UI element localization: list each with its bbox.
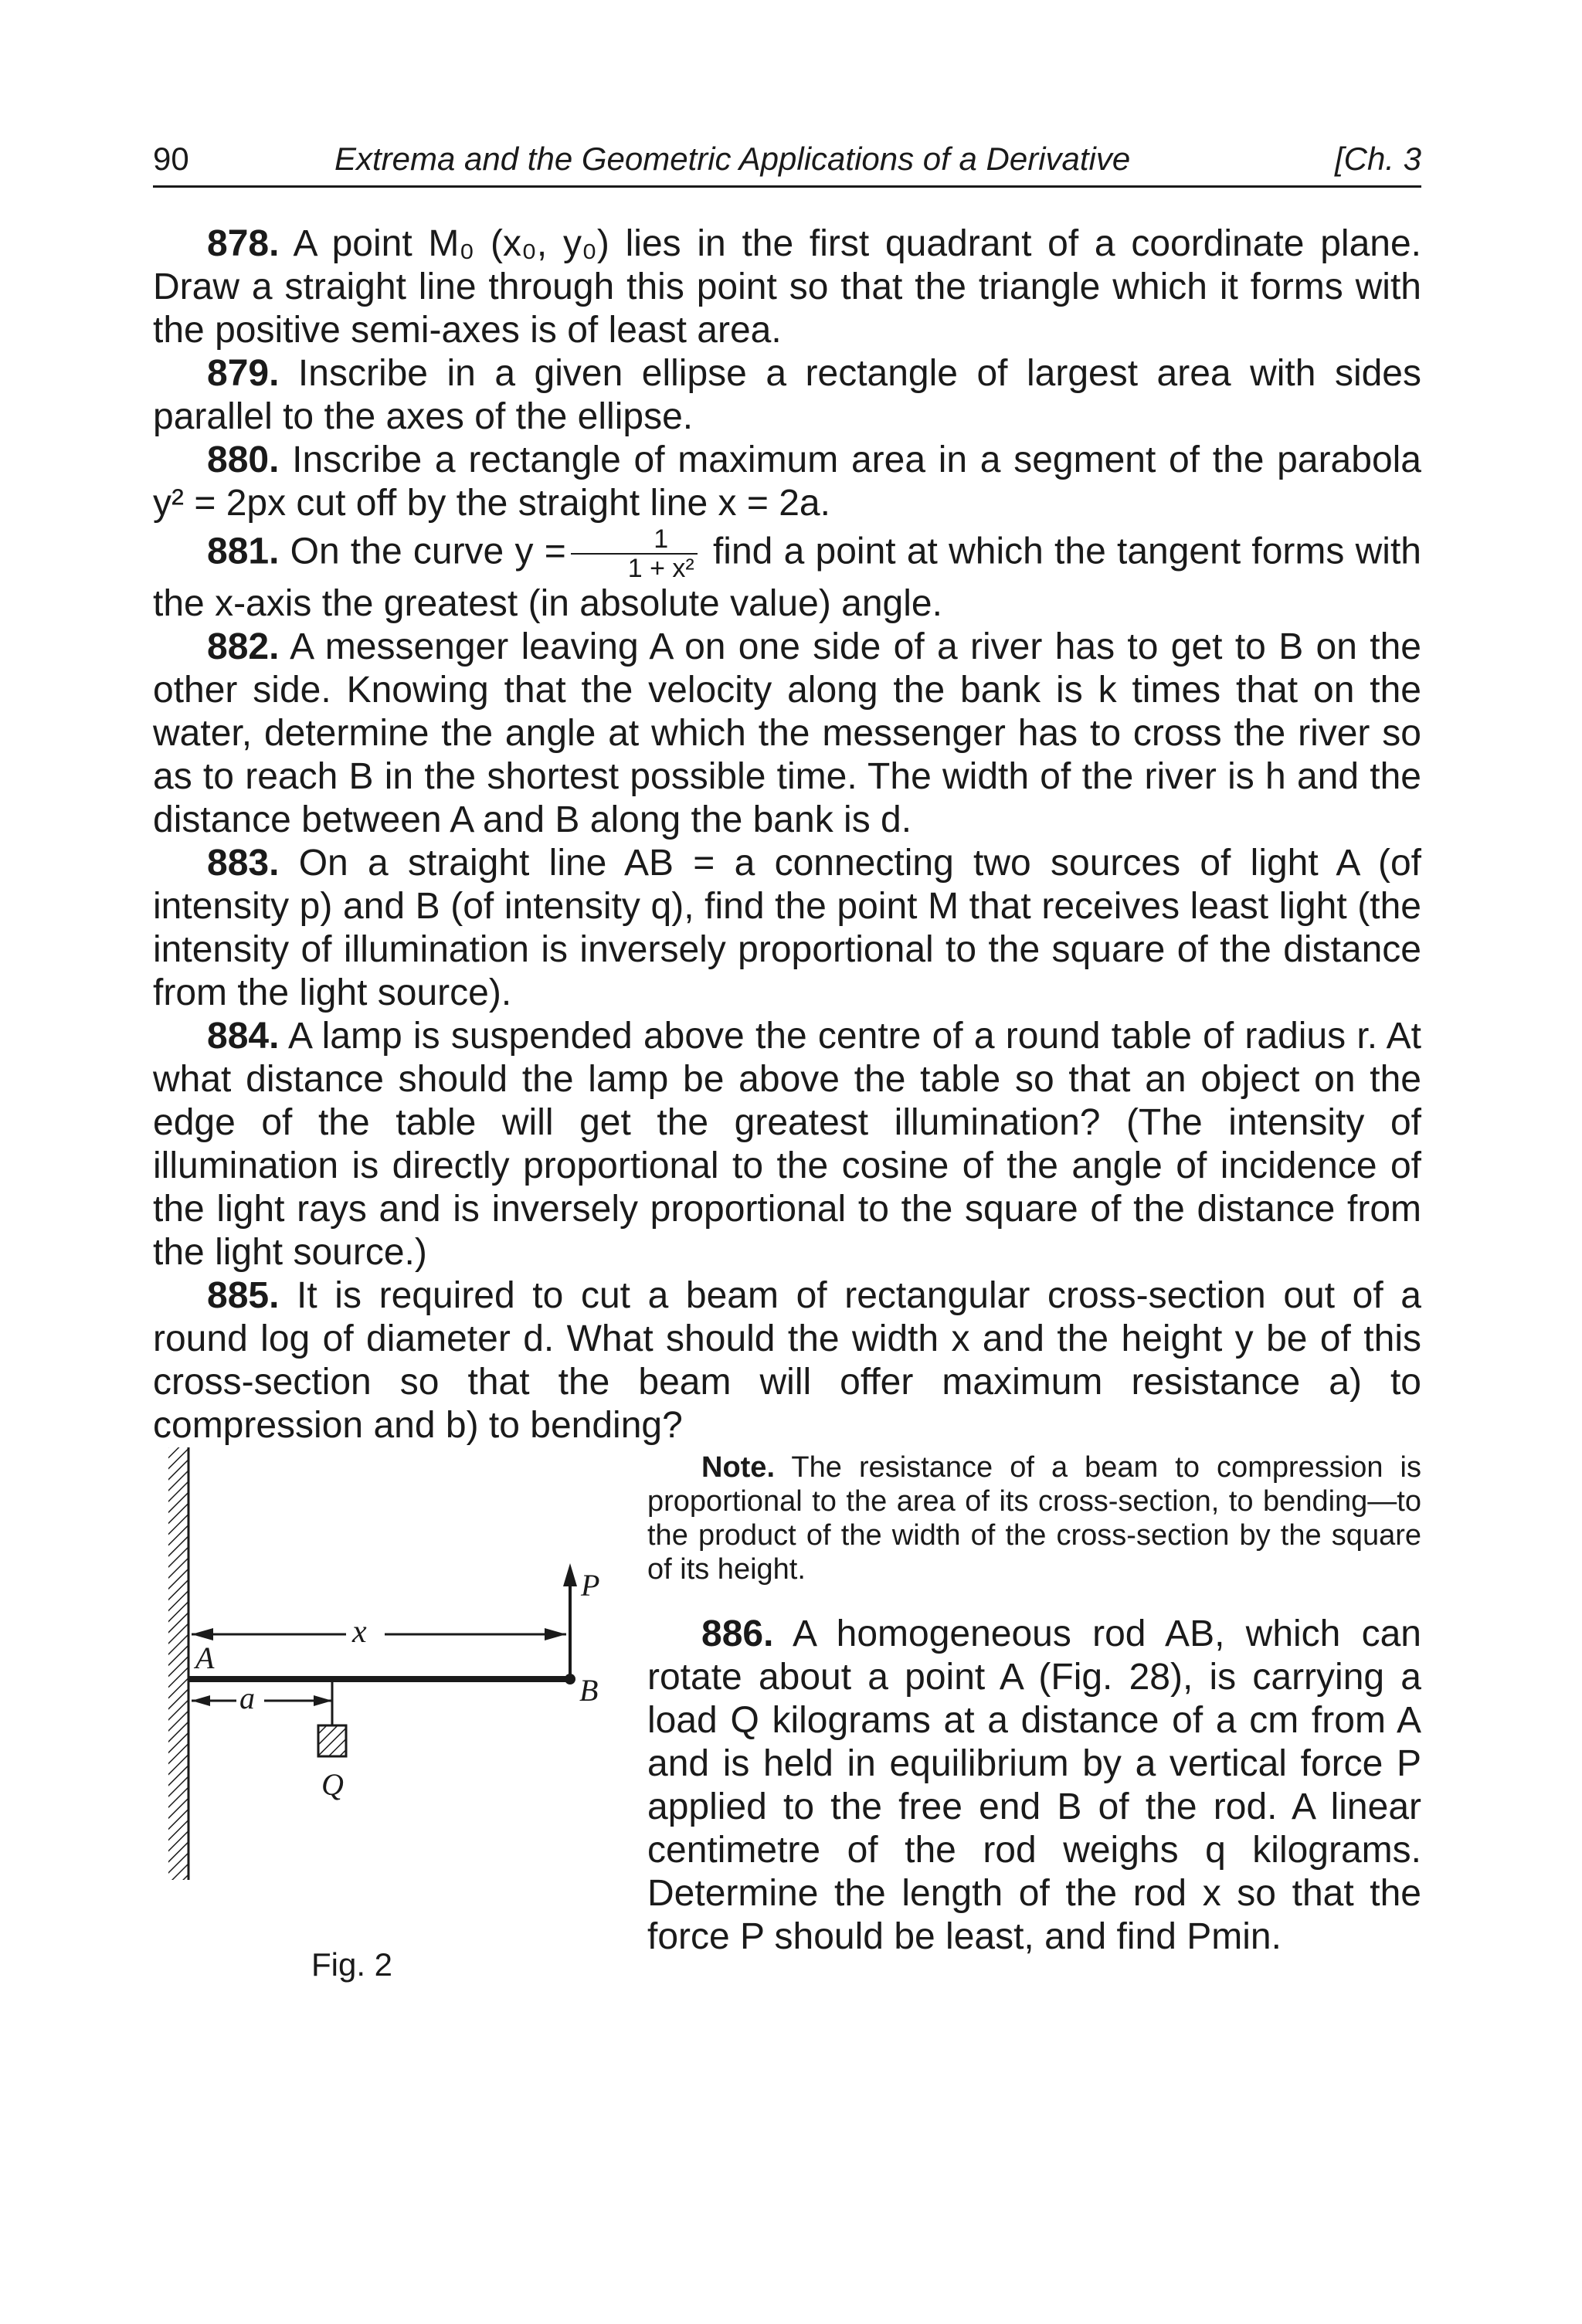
problem-number: 886. — [701, 1613, 774, 1654]
label-a: a — [239, 1681, 255, 1715]
rod-diagram-svg — [153, 1440, 624, 1980]
x-arrow-right — [545, 1628, 566, 1640]
note-label: Note. — [701, 1451, 775, 1484]
problem-text: A homogeneous rod AB, which can rotate about a point A (Fig. 28), is carrying a load Q kilograms at a distance of a cm from A and is held in equilibrium by a vertical force P applied to the free end B of the rod. A linear centimetre of the rod weighs q kilograms. Determine the length of the rod x so that the force P should be least, and find Pmin. — [647, 1613, 1421, 1957]
problem-number: 881. — [207, 531, 280, 572]
problem-880 — [153, 439, 1421, 525]
problem-text: find a point at which the tangent forms with the x-axis the greatest (in absolute value) angle. — [153, 531, 1421, 624]
problem-879 — [153, 352, 1421, 439]
problem-text: On the curve y = — [290, 531, 566, 572]
problem-number: 883. — [207, 843, 280, 884]
page-body — [153, 222, 1422, 1983]
problem-text: Inscribe in a given ellipse a rectangle of largest area with sides parallel to the axes of the ellipse. — [153, 353, 1422, 437]
fraction — [571, 525, 698, 582]
running-header — [153, 137, 1421, 184]
a-arrow-right — [314, 1695, 332, 1706]
header-rule — [153, 185, 1421, 188]
label-x: x — [352, 1614, 367, 1650]
problem-884 — [153, 1015, 1421, 1274]
problem-number: 882. — [207, 626, 280, 667]
problem-text: A lamp is suspended above the centre of a round table of radius r. At what distance should the lamp be above the table so that an object on the edge of the table will get the greatest illumination? (The intensity of illumination is directly proportional to the cosine of the angle of incidence of the light rays and is inversely proportional to the square of the distance from the light source.) — [153, 1016, 1422, 1273]
label-A: A — [195, 1640, 215, 1675]
wall-hatching — [168, 1447, 188, 1880]
force-P-arrow — [563, 1563, 577, 1586]
page-number: 90 — [153, 141, 189, 177]
problem-883 — [153, 842, 1421, 1015]
fraction-numerator: 1 — [571, 525, 698, 555]
problem-878 — [153, 222, 1421, 352]
figure-wrap-region — [153, 1274, 1421, 1983]
problem-text: Inscribe a rectangle of maximum area in a segment of the parabola y² = 2px cut off by the straight line x = 2a. — [153, 439, 1422, 524]
label-Q: Q — [321, 1767, 344, 1802]
x-arrow-left — [192, 1628, 213, 1640]
problem-text: On a straight line AB = a connecting two sources of light A (of intensity p) and B (of intensity q), find the point M that receives least light (the intensity of illumination is inversely proportional to the square of the distance from the light source). — [153, 843, 1421, 1013]
problem-number: 885. — [207, 1275, 280, 1316]
problem-number: 884. — [207, 1016, 280, 1057]
figure-rod-diagram — [153, 1440, 624, 1983]
problem-number: 879. — [207, 353, 280, 394]
figure-caption: Fig. 2 — [311, 1946, 393, 1983]
book-page — [153, 0, 1421, 2324]
problem-text: A messenger leaving A on one side of a river has to get to B on the other side. Knowing that the velocity along the bank is k times that on the water, determine the angle at which the messenger has to cross the river so as to reach B in the shortest possible time. The width of the river is h and the distance between A and B along the bank is d. — [153, 626, 1421, 840]
problem-text: A point M₀ (x₀, y₀) lies in the first quadrant of a coordinate plane. Draw a straight line through this point so that the triangle which it forms with the positive semi-axes is of least area. — [153, 223, 1421, 351]
label-P: P — [581, 1568, 600, 1603]
note-text: The resistance of a beam to compression is proportional to the area of its cross-section, to bending—to the product of the width of the cross-section by the square of its height. — [647, 1451, 1421, 1586]
label-B: B — [579, 1673, 599, 1708]
problem-text: It is required to cut a beam of rectangular cross-section out of a round log of diameter d. What should the width x and the height y be of this cross-section so that the beam will offer maximum resistance a) to compression and b) to bending? — [153, 1275, 1421, 1446]
load-Q-weight — [318, 1725, 346, 1756]
problem-885 — [153, 1274, 1421, 1447]
header-chapter: [Ch. 3 — [1334, 141, 1421, 177]
problem-number: 880. — [207, 439, 280, 480]
problem-number: 878. — [207, 223, 280, 264]
problem-881 — [153, 525, 1421, 626]
header-title: Extrema and the Geometric Applications of a Derivative — [334, 141, 1131, 177]
fraction-denominator: 1 + x² — [627, 554, 694, 583]
problem-882 — [153, 626, 1421, 842]
a-arrow-left — [192, 1695, 210, 1706]
